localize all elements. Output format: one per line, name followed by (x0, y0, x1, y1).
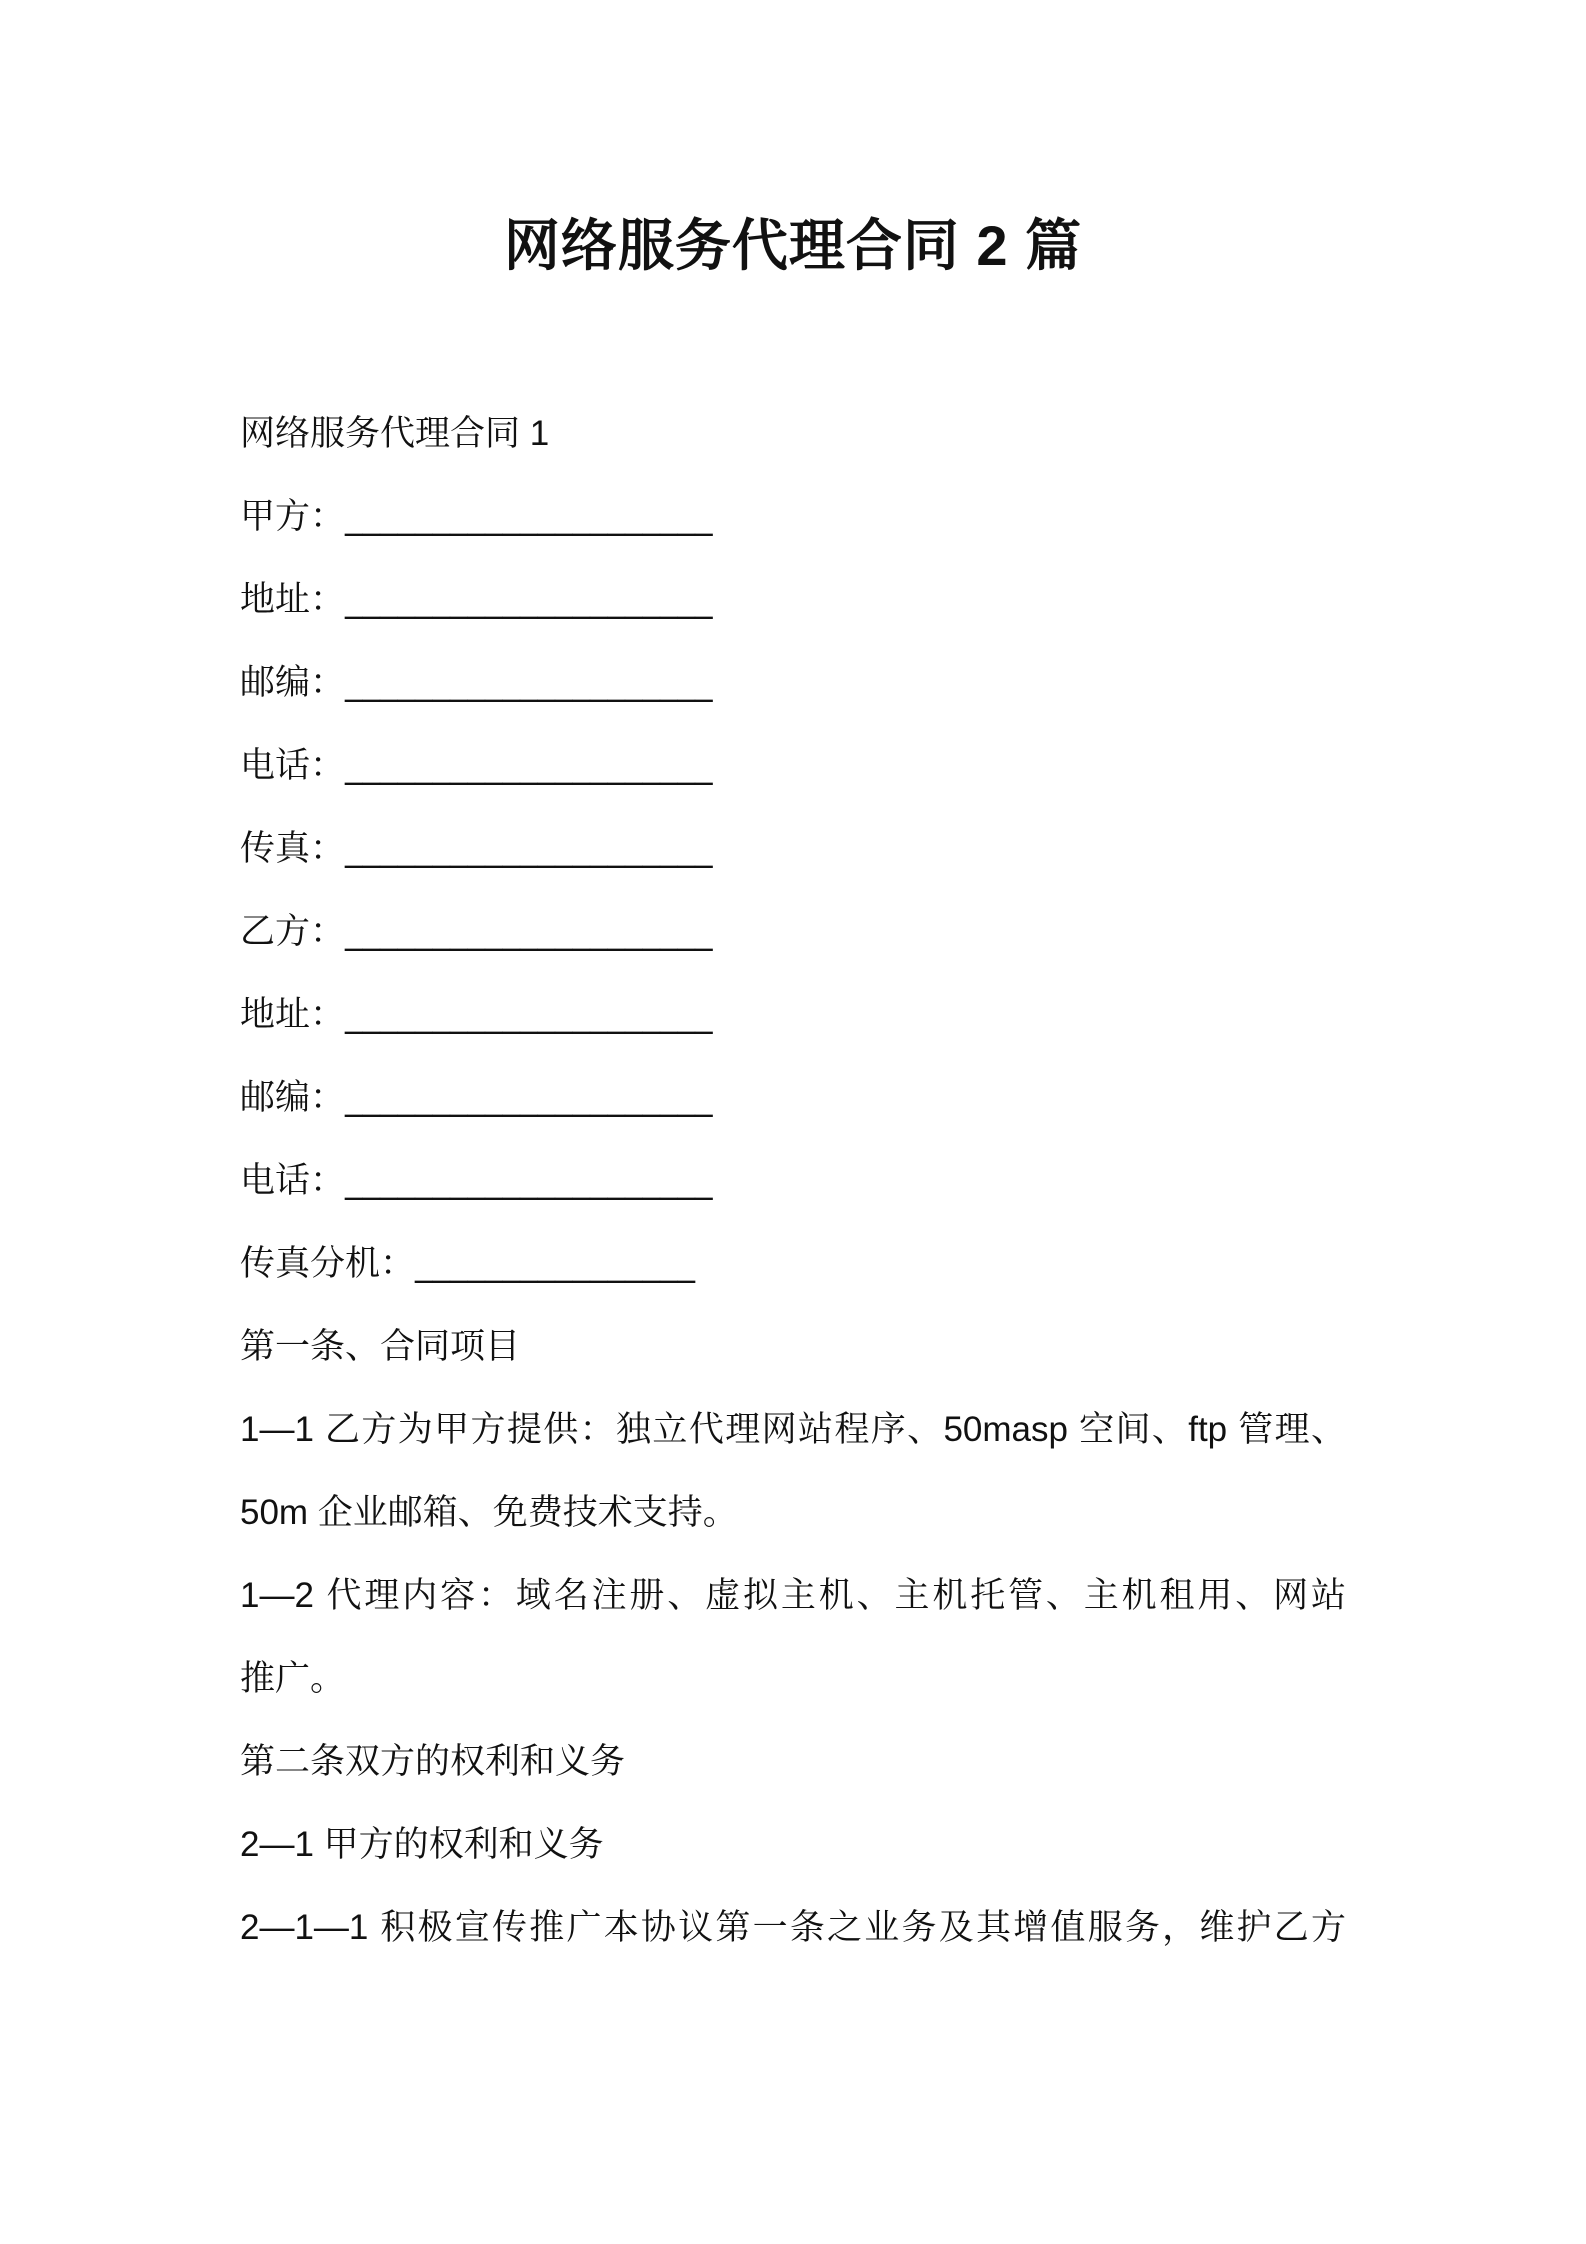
field-party-a-postcode (240, 641, 1346, 724)
clause-2-1: 2—1 甲方的权利和义务 (240, 1825, 604, 1864)
article-1-heading: 第一条、合同项目 (240, 1327, 521, 1366)
fill-in-blank: ________________ (415, 1244, 696, 1284)
clause-1-1-line-2: 50m 企业邮箱、免费技术支持。 (240, 1493, 738, 1532)
document-body (240, 392, 1346, 1969)
fill-in-blank: _____________________ (345, 746, 713, 786)
field-party-b-phone (240, 1139, 1346, 1222)
field-label: 电话： (240, 746, 346, 785)
field-label: 邮编： (240, 1078, 346, 1117)
fill-in-blank: _____________________ (345, 663, 713, 703)
field-party-a-address (240, 558, 1346, 641)
field-label: 电话： (240, 1161, 346, 1200)
field-party-b-postcode (240, 1056, 1346, 1139)
field-party-a-phone (240, 724, 1346, 807)
field-party-b-address (240, 973, 1346, 1056)
field-label: 甲方： (240, 497, 346, 536)
clause-1-2-line-2: 推广。 (240, 1659, 346, 1698)
field-party-a-name (240, 475, 1346, 558)
field-label: 传真： (240, 829, 346, 868)
fill-in-blank: _____________________ (345, 912, 713, 952)
clause-1-2-line-1: 1—2 代理内容：域名注册、虚拟主机、主机托管、主机租用、网站 (240, 1576, 1346, 1615)
clause-1-1-line-1: 1—1 乙方为甲方提供：独立代理网站程序、50masp 空间、ftp 管理、 (240, 1410, 1346, 1449)
contract-heading: 网络服务代理合同 1 (240, 414, 550, 453)
field-party-a-fax (240, 807, 1346, 890)
clause-2-1-1: 2—1—1 积极宣传推广本协议第一条之业务及其增值服务，维护乙方 (240, 1908, 1346, 1947)
field-party-b-name (240, 890, 1346, 973)
field-label: 地址： (240, 580, 346, 619)
fill-in-blank: _____________________ (345, 497, 713, 537)
field-label: 传真分机： (240, 1244, 416, 1283)
field-label: 邮编： (240, 663, 346, 702)
fill-in-blank: _____________________ (345, 829, 713, 869)
document-title: 网络服务代理合同 2 篇 (503, 214, 1083, 277)
field-label: 地址： (240, 995, 346, 1034)
fill-in-blank: _____________________ (345, 995, 713, 1035)
fill-in-blank: _____________________ (345, 1161, 713, 1201)
fill-in-blank: _____________________ (345, 1078, 713, 1118)
article-2-heading: 第二条双方的权利和义务 (240, 1742, 626, 1781)
fill-in-blank: _____________________ (345, 580, 713, 620)
field-label: 乙方： (240, 912, 346, 951)
field-party-b-fax-ext (240, 1222, 1346, 1305)
